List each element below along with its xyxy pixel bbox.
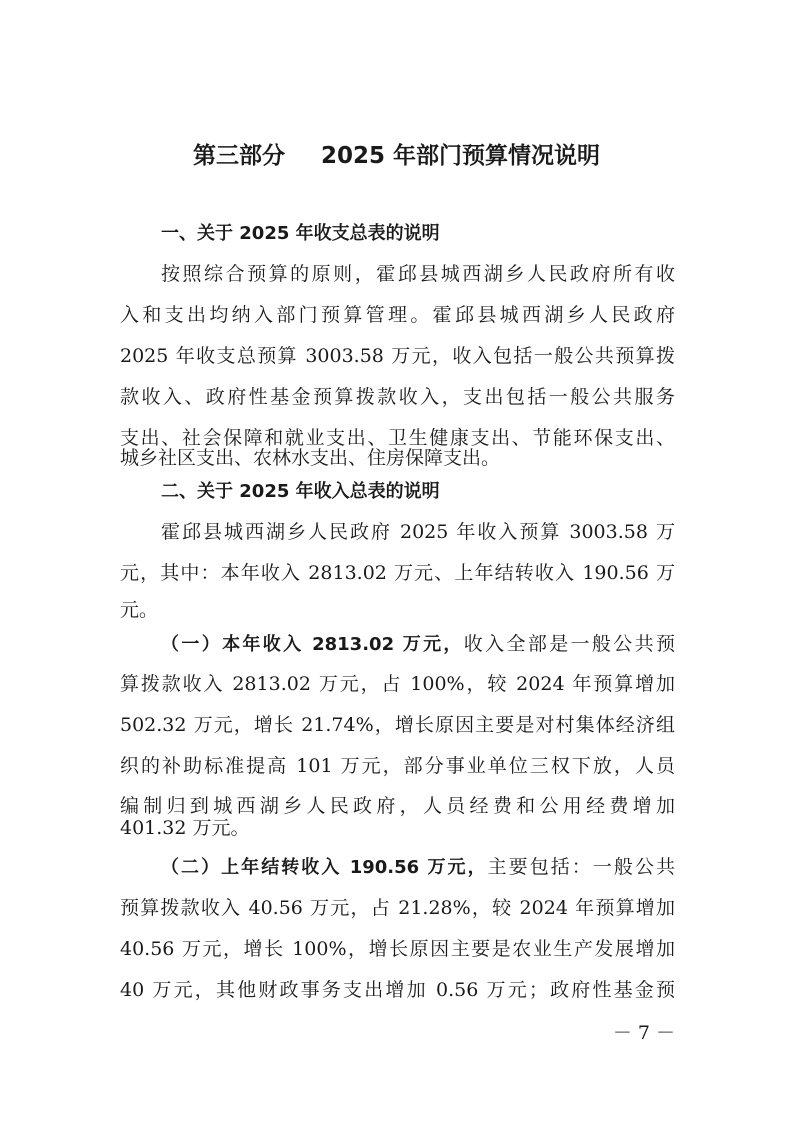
paragraph-line: 401.32 万元。 [120,817,250,839]
paragraph-line: 城乡社区支出、农林水支出、住房保障支出。 [120,447,501,469]
paragraph-line: 40.56 万元，增长 100%，增长原因主要是农业生产发展增加 [120,938,675,960]
paragraph-line: 按照综合预算的原则，霍邱县城西湖乡人民政府所有收 [161,263,675,285]
subsection-1-rest: 收入全部是一般公共预 [463,633,675,655]
paragraph-line: 霍邱县城西湖乡人民政府 2025 年收入预算 3003.58 万 [161,521,675,543]
page-title [0,140,793,172]
page-number: － 7 － [612,1022,675,1044]
title-part-label: 第三部分 [192,143,285,169]
paragraph-line: 2025 年收支总预算 3003.58 万元，收入包括一般公共预算拨 [120,345,675,367]
paragraph-line: 元。 [120,599,159,621]
paragraph-line: 织的补助标准提高 101 万元，部分事业单位三权下放，人员 [120,755,675,777]
paragraph-line: 算拨款收入 2813.02 万元，占 100%，较 2024 年预算增加 [120,673,675,695]
subsection-2-rest: 主要包括：一般公共 [487,856,675,878]
section-1-heading: 一、关于 2025 年收支总表的说明 [161,223,440,244]
paragraph-line: 编制归到城西湖乡人民政府，人员经费和公用经费增加 [120,795,675,817]
subsection-1-lead: （一）本年收入 2813.02 万元， [161,634,464,655]
subsection-2-first-line [161,847,675,887]
paragraph-line: 款收入、政府性基金预算拨款收入，支出包括一般公共服务 [120,386,675,408]
section-2-heading: 二、关于 2025 年收入总表的说明 [161,481,440,502]
title-text: 2025 年部门预算情况说明 [320,143,601,169]
paragraph-line: 支出、社会保障和就业支出、卫生健康支出、节能环保支出、 [120,427,675,449]
paragraph-line: 502.32 万元，增长 21.74%，增长原因主要是对村集体经济组 [120,714,675,736]
paragraph-line: 40 万元，其他财政事务支出增加 0.56 万元；政府性基金预 [120,979,675,1001]
subsection-2-lead: （二）上年结转收入 190.56 万元， [161,857,488,878]
subsection-1-first-line [161,624,675,664]
paragraph-line: 预算拨款收入 40.56 万元，占 21.28%，较 2024 年预算增加 [120,897,675,919]
paragraph-line: 元，其中：本年收入 2813.02 万元、上年结转收入 190.56 万 [120,562,675,584]
paragraph-line: 入和支出均纳入部门预算管理。霍邱县城西湖乡人民政府 [120,304,675,326]
